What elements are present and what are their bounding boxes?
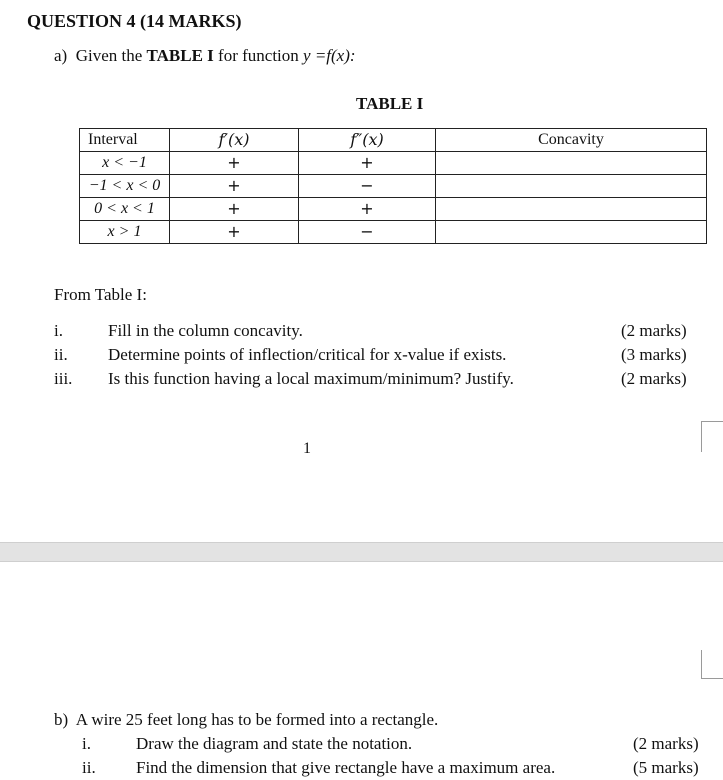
cell-interval: −1 < x < 0 xyxy=(80,175,170,198)
table-i xyxy=(79,128,707,244)
item-number: i. xyxy=(54,321,63,340)
cell-concavity xyxy=(436,152,707,175)
header-concavity: Concavity xyxy=(436,129,707,152)
part-a-letter: a) xyxy=(54,46,68,65)
cell-interval: x > 1 xyxy=(80,221,170,244)
part-b-prompt-text: A wire 25 feet long has to be formed into a rectangle. xyxy=(75,710,439,729)
cell-f-double-prime: − xyxy=(299,221,436,244)
cell-f-prime: + xyxy=(170,221,299,244)
table-row xyxy=(80,198,707,221)
item-text: Fill in the column concavity. xyxy=(108,321,303,340)
header-f-prime: f′(x) xyxy=(170,129,299,152)
item-text: Is this function having a local maximum/minimum? Justify. xyxy=(108,369,514,388)
table-row xyxy=(80,152,707,175)
part-a-prompt-bold: TABLE I xyxy=(146,46,214,65)
item-marks: (2 marks) xyxy=(621,369,687,388)
table-caption: TABLE I xyxy=(356,94,424,113)
question-title: QUESTION 4 (14 MARKS) xyxy=(27,11,242,31)
item-marks: (5 marks) xyxy=(633,758,699,777)
page-separator xyxy=(0,542,723,562)
cell-interval: x < −1 xyxy=(80,152,170,175)
part-a-prompt-math: y =f(x): xyxy=(303,46,356,65)
part-a-prompt-mid: for function xyxy=(218,46,299,65)
header-interval: Interval xyxy=(80,129,170,152)
item-marks: (2 marks) xyxy=(621,321,687,340)
cell-f-prime: + xyxy=(170,152,299,175)
table-row xyxy=(80,175,707,198)
part-b-prompt xyxy=(54,710,438,730)
item-text: Find the dimension that give rectangle have a maximum area. xyxy=(136,758,556,777)
table-row xyxy=(80,221,707,244)
from-table-label: From Table I: xyxy=(54,285,147,304)
cell-f-double-prime: + xyxy=(299,198,436,221)
part-a-prompt-start: Given the xyxy=(75,46,143,65)
item-number: iii. xyxy=(54,369,73,388)
crop-mark-bottom-right xyxy=(701,650,723,679)
cell-f-prime: + xyxy=(170,198,299,221)
item-text: Determine points of inflection/critical for x-value if exists. xyxy=(108,345,507,364)
table-header-row xyxy=(80,129,707,152)
crop-mark-top-right xyxy=(701,421,723,452)
item-number: ii. xyxy=(82,758,96,777)
cell-f-prime: + xyxy=(170,175,299,198)
header-f-double-prime: f″(x) xyxy=(299,129,436,152)
cell-interval: 0 < x < 1 xyxy=(80,198,170,221)
cell-f-double-prime: − xyxy=(299,175,436,198)
cell-concavity xyxy=(436,198,707,221)
item-number: i. xyxy=(82,734,91,753)
cell-f-double-prime: + xyxy=(299,152,436,175)
item-number: ii. xyxy=(54,345,68,364)
item-marks: (3 marks) xyxy=(621,345,687,364)
part-b-letter: b) xyxy=(54,710,69,729)
part-a-prompt xyxy=(54,46,356,66)
item-text: Draw the diagram and state the notation. xyxy=(136,734,413,753)
cell-concavity xyxy=(436,175,707,198)
cell-concavity xyxy=(436,221,707,244)
item-marks: (2 marks) xyxy=(633,734,699,753)
page-number: 1 xyxy=(303,440,311,457)
